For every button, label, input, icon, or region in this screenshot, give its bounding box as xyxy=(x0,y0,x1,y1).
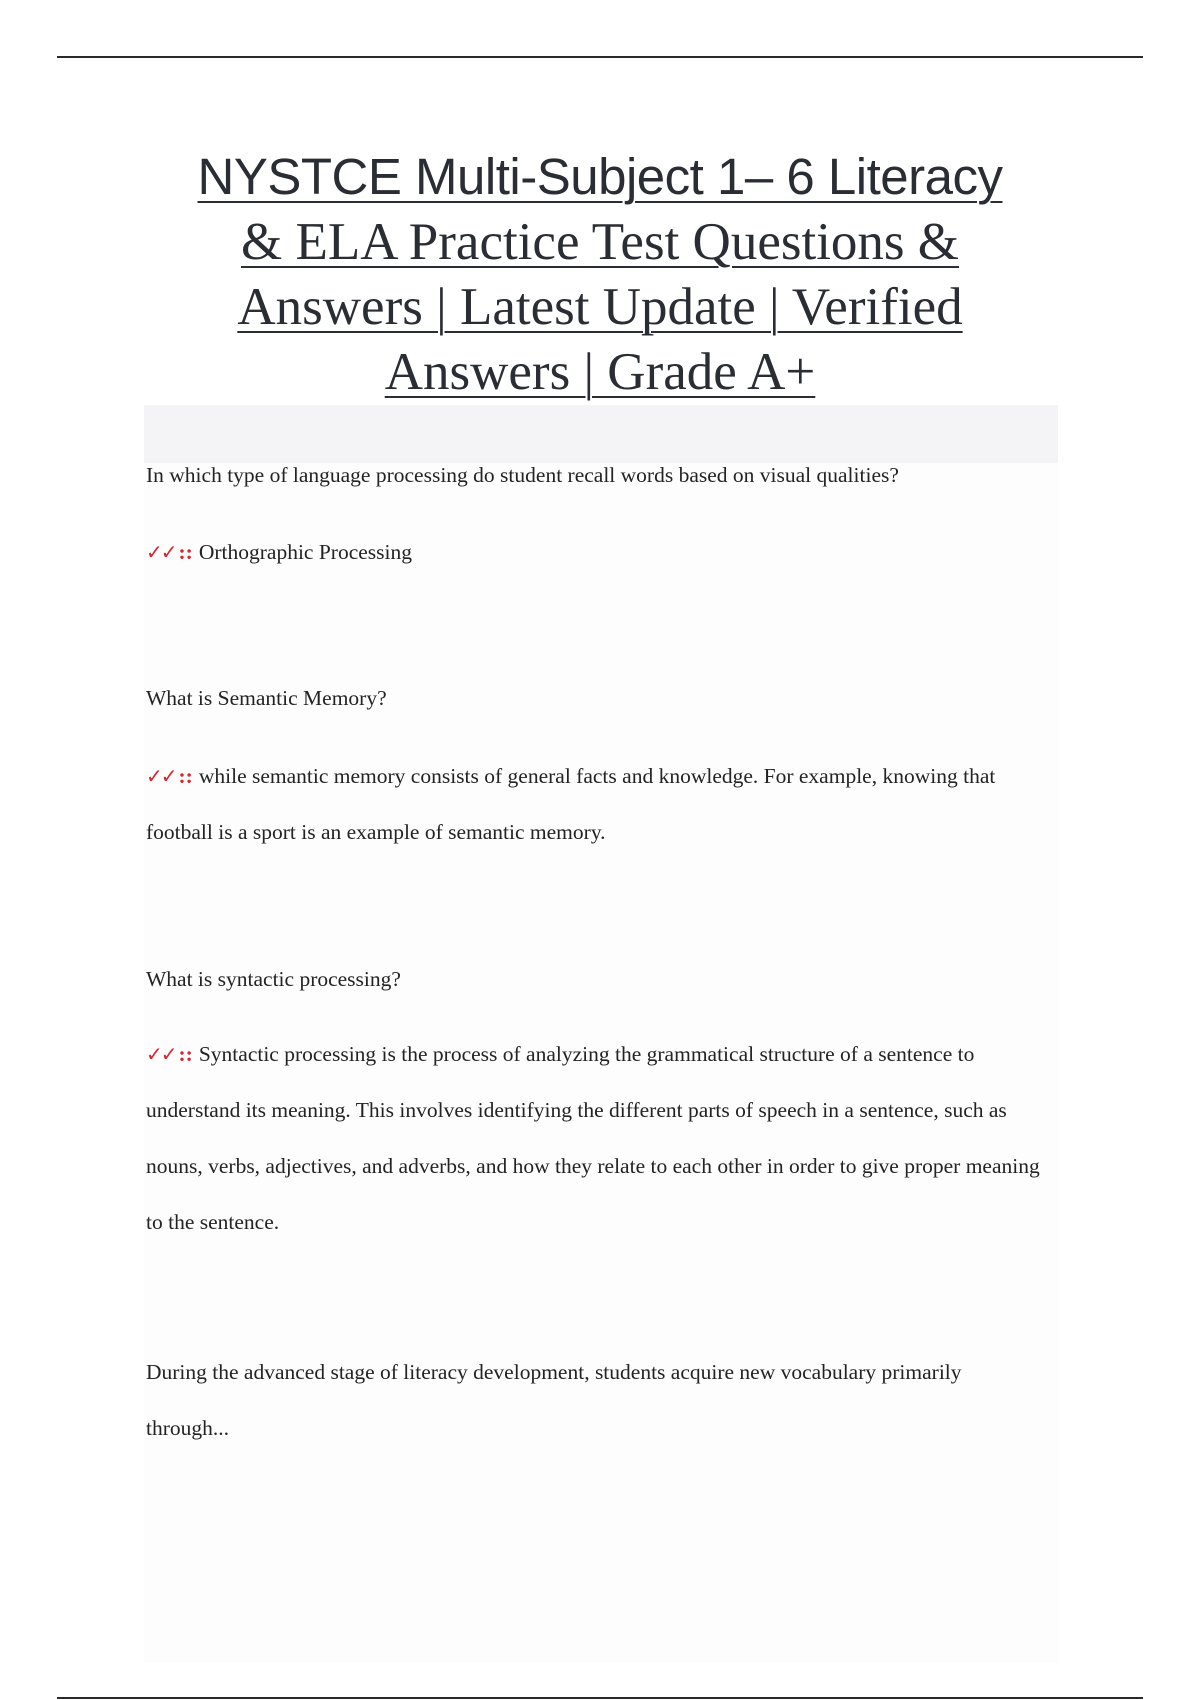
question-4: During the advanced stage of literacy development, students acquire new vocabulary primarily through... xyxy=(146,1360,962,1440)
answer-text: Orthographic Processing xyxy=(198,540,413,564)
document-title xyxy=(120,144,1080,405)
answer-3 xyxy=(146,1026,1061,1250)
title-line-4: Answers | Grade A+ xyxy=(384,343,816,401)
answer-2 xyxy=(146,748,996,860)
question-3: What is syntactic processing? xyxy=(146,967,401,991)
answer-text: Syntactic processing is the process of analyzing the grammatical structure of a sentence to understand its meaning. This involves identifying the different parts of speech in a sentence, such as nouns, verbs, adjectives, and adverbs, and how they relate to each other in order to give proper meaning to the sentence. xyxy=(146,1042,1040,1234)
answer-text: while semantic memory consists of general facts and knowledge. For example, knowing that football is a sport is an example of semantic memory. xyxy=(146,764,996,844)
question-1: In which type of language processing do student recall words based on visual qualities? xyxy=(146,463,899,487)
title-line-2: & ELA Practice Test Questions & xyxy=(240,213,960,271)
top-rule xyxy=(57,56,1143,58)
title-line-1: NYSTCE Multi-Subject 1– 6 Literacy xyxy=(197,148,1003,205)
answer-separator: :: xyxy=(178,764,193,788)
check-icon: ✓✓ xyxy=(146,540,176,564)
bottom-rule xyxy=(57,1697,1143,1699)
question-2: What is Semantic Memory? xyxy=(146,686,387,710)
answer-separator: :: xyxy=(178,1042,193,1066)
check-icon: ✓✓ xyxy=(146,1042,176,1066)
title-line-3: Answers | Latest Update | Verified xyxy=(237,278,963,336)
answer-1 xyxy=(146,524,1066,580)
check-icon: ✓✓ xyxy=(146,764,176,788)
answer-separator: :: xyxy=(178,540,193,564)
